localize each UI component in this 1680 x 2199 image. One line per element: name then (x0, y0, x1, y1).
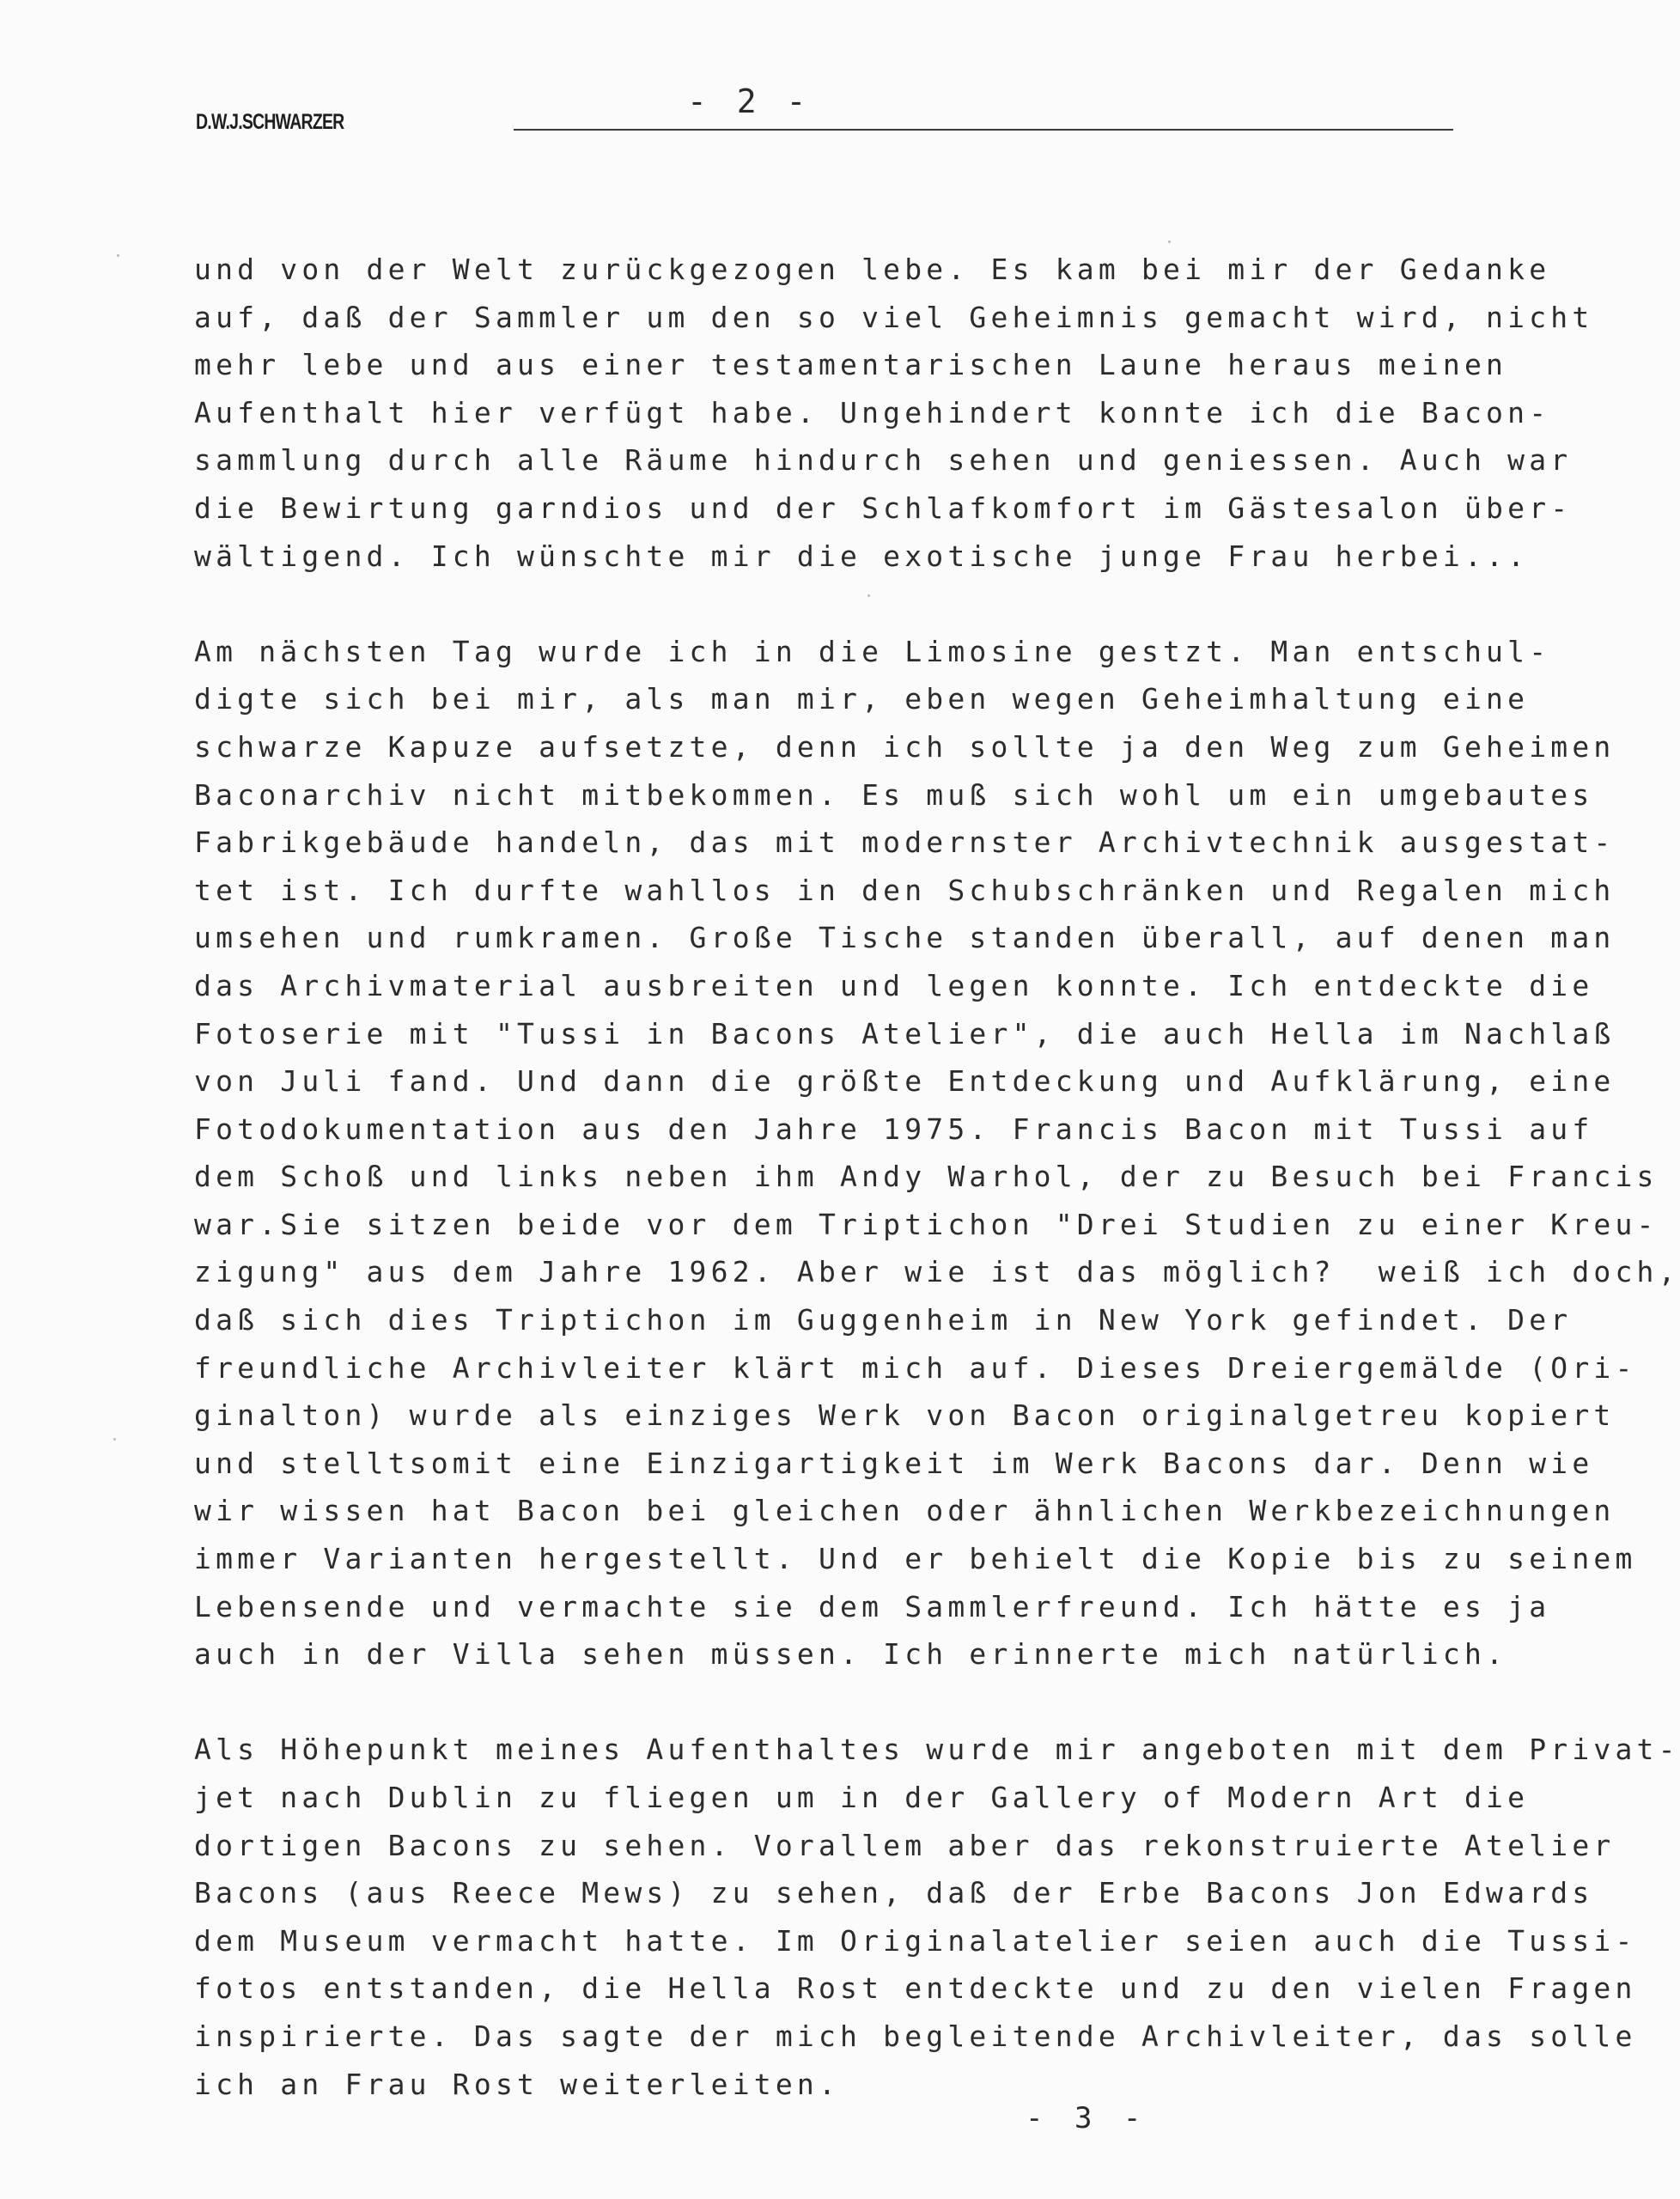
paragraph-gap (194, 1678, 1500, 1727)
text-line: freundliche Archivleiter klärt mich auf. Dieses Dreiergemälde (Ori- (194, 1350, 1637, 1385)
text-line: die Bewirtung garndios und der Schlafkomfort im Gästesalon über- (194, 490, 1573, 525)
text-line: ginalton) wurde als einziges Werk von Bacon originalgetreu kopiert (194, 1398, 1616, 1433)
text-line: Bacons (aus Reece Mews) zu sehen, daß der Erbe Bacons Jon Edwards (194, 1876, 1594, 1910)
paragraph (194, 1726, 1680, 2108)
text-line: Lebensende und vermachte sie dem Sammlerfreund. Ich hätte es ja (194, 1589, 1551, 1623)
text-line: digte sich bei mir, als man mir, eben wegen Geheimhaltung eine (194, 682, 1530, 716)
text-line: immer Varianten hergestellt. Und er behielt die Kopie bis zu seinem (194, 1542, 1637, 1576)
text-line: das Archivmaterial ausbreiten und legen konnte. Ich entdeckte die (194, 968, 1594, 1002)
text-line: schwarze Kapuze aufsetzte, denn ich sollte ja den Weg zum Geheimen (194, 729, 1616, 764)
text-line: Fotodokumentation aus den Jahre 1975. Francis Bacon mit Tussi auf (194, 1112, 1594, 1146)
text-line: dortigen Bacons zu sehen. Vorallem aber das rekonstruierte Atelier (194, 1828, 1616, 1862)
text-line: inspirierte. Das sagte der mich begleitende Archivleiter, das solle (194, 2019, 1637, 2053)
text-line: ich an Frau Rost weiterleiten. (194, 2067, 841, 2101)
text-line: Aufenthalt hier verfügt habe. Ungehindert konnte ich die Bacon- (194, 395, 1551, 429)
text-line: auf, daß der Sammler um den so viel Geheimnis gemacht wird, nicht (194, 300, 1594, 334)
text-line: Als Höhepunkt meines Aufenthaltes wurde mir angeboten mit dem Privat- (194, 1733, 1680, 1767)
text-line: von Juli fand. Und dann die größte Entdeckung und Aufklärung, eine (194, 1064, 1616, 1099)
text-line: Baconarchiv nicht mitbekommen. Es muß sich wohl um ein umgebautes (194, 777, 1594, 812)
text-line: dem Schoß und links neben ihm Andy Warhol, der zu Besuch bei Francis (194, 1160, 1659, 1194)
body-text (194, 246, 1680, 2108)
text-line: und stelltsomit eine Einzigartigkeit im Werk Bacons dar. Denn wie (194, 1446, 1594, 1480)
paper-speck (117, 254, 119, 257)
author-name: D.W.J.SCHWARZER (196, 110, 344, 134)
text-line: auch in der Villa sehen müssen. Ich erinnerte mich natürlich. (194, 1637, 1508, 1672)
header-rule (514, 129, 1453, 131)
text-line: Fabrikgebäude handeln, das mit modernster Archivtechnik ausgestat- (194, 825, 1616, 860)
text-line: Fotoserie mit "Tussi in Bacons Atelier", die auch Hella im Nachlaß (194, 1016, 1616, 1051)
text-line: fotos entstanden, die Hella Rost entdeckte und zu den vielen Fragen (194, 1971, 1637, 2006)
text-line: dem Museum vermacht hatte. Im Originalatelier seien auch die Tussi- (194, 1923, 1637, 1958)
paragraph (194, 628, 1680, 1678)
text-line: jet nach Dublin zu fliegen um in der Gallery of Modern Art die (194, 1781, 1530, 1814)
text-line: wältigend. Ich wünschte mir die exotische junge Frau herbei... (194, 539, 1530, 573)
paragraph-gap (194, 580, 1500, 628)
text-line: daß sich dies Triptichon im Guggenheim in New York gefindet. Der (194, 1303, 1573, 1337)
paper-speck (867, 594, 870, 597)
text-line: zigung" aus dem Jahre 1962. Aber wie ist das möglich? weiß ich doch, (194, 1255, 1680, 1289)
text-line: und von der Welt zurückgezogen lebe. Es kam bei mir der Gedanke (194, 253, 1551, 286)
paper-speck (113, 1438, 116, 1441)
text-line: umsehen und rumkramen. Große Tische standen überall, auf denen man (194, 921, 1616, 955)
text-line: sammlung durch alle Räume hindurch sehen und geniessen. Auch war (194, 443, 1573, 478)
text-line: tet ist. Ich durfte wahllos in den Schubschränken und Regalen mich (194, 873, 1616, 907)
next-page-marker: - 3 - (1026, 2101, 1148, 2135)
text-line: war.Sie sitzen beide vor dem Triptichon "Drei Studien zu einer Kreu- (194, 1207, 1659, 1241)
paragraph (194, 246, 1594, 580)
text-line: wir wissen hat Bacon bei gleichen oder ähnlichen Werkbezeichnungen (194, 1494, 1616, 1528)
text-line: Am nächsten Tag wurde ich in die Limosine gestzt. Man entschul- (194, 634, 1551, 668)
text-line: mehr lebe und aus einer testamentarischen Laune heraus meinen (194, 348, 1508, 382)
page-number: - 2 - (687, 82, 812, 120)
paper-speck (1168, 241, 1171, 243)
